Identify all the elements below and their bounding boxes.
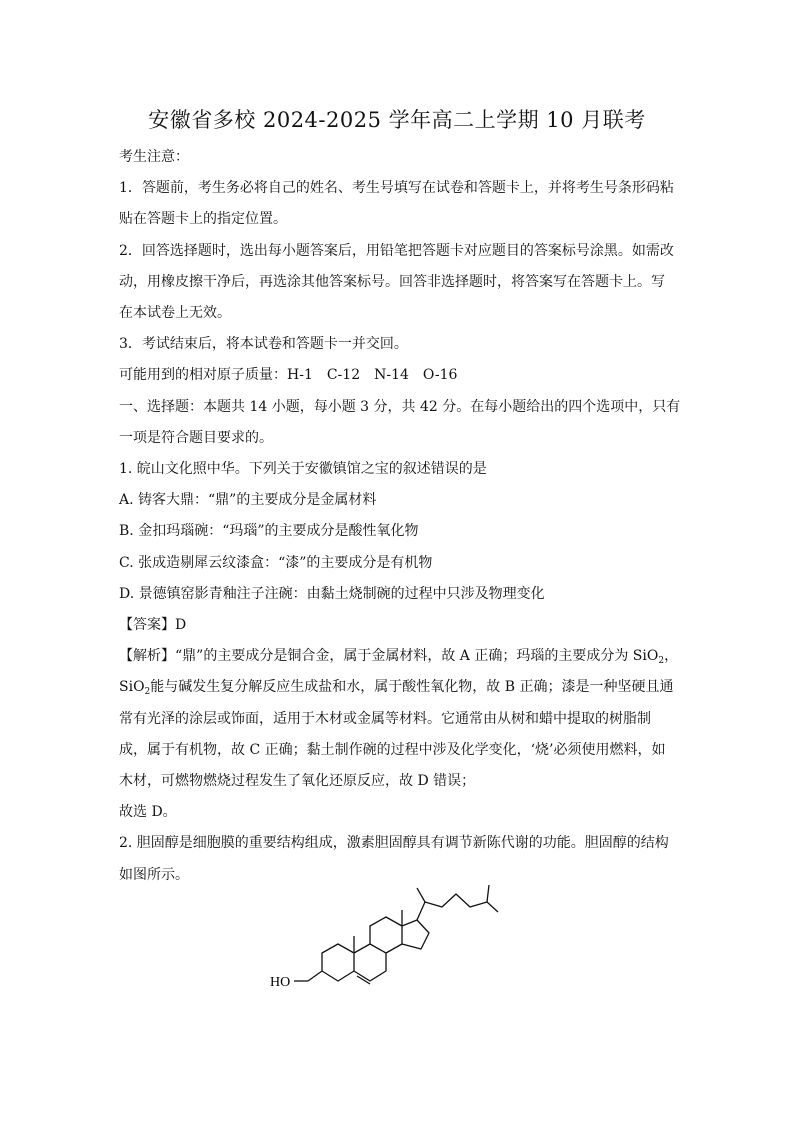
q1-option-b: B. 金扣玛瑙碗：“玛瑙”的主要成分是酸性氧化物 bbox=[119, 523, 419, 539]
q1-analysis-line-5: 木材，可燃物燃烧过程发生了氧化还原反应，故 D 错误； bbox=[119, 773, 476, 789]
ring-d bbox=[402, 920, 429, 949]
q1-stem: 1. 皖山文化照中华。下列关于安徽镇馆之宝的叙述错误的是 bbox=[119, 461, 487, 477]
atomic-masses: 可能用到的相对原子质量：H-1 C-12 N-14 O-16 bbox=[119, 367, 458, 383]
q1-analysis-line-6: 故选 D。 bbox=[119, 804, 177, 820]
ring-a bbox=[308, 944, 354, 981]
cholesterol-structure bbox=[270, 880, 520, 1000]
ring-c bbox=[370, 917, 402, 953]
ho-label: HO bbox=[270, 975, 291, 990]
notice-header: 考生注意： bbox=[119, 149, 189, 165]
q1-analysis-line-4: 成，属于有机物，故 C 正确；黏土制作碗的过程中涉及化学变化，‘烧’必须使用燃料，如 bbox=[119, 742, 666, 758]
notice-2-line-2: 动，用橡皮擦干净后，再选涂其他答案标号。回答非选择题时，将答案写在答题卡上。写 bbox=[119, 274, 665, 290]
page-title: 安徽省多校 2024-2025 学年高二上学期 10 月联考 bbox=[148, 108, 646, 132]
section-one-line-2: 一项是符合题目要求的。 bbox=[119, 430, 273, 446]
ring-b bbox=[354, 944, 386, 981]
side-chain-methyl bbox=[417, 888, 425, 902]
notice-3-line-1: 3．考试结束后，将本试卷和答题卡一并交回。 bbox=[119, 336, 408, 352]
q2-stem-line-1: 2. 胆固醇是细胞膜的重要结构组成，激素胆固醇具有调节新陈代谢的功能。胆固醇的结构 bbox=[119, 835, 669, 851]
side-chain-branch bbox=[487, 885, 489, 902]
q1-answer: 【答案】D bbox=[119, 617, 187, 633]
notice-1-line-2: 贴在答题卡上的指定位置。 bbox=[119, 211, 287, 227]
notice-2-line-3: 在本试卷上无效。 bbox=[119, 305, 231, 321]
q1-analysis-line-2: SiO$_2$能与碱发生复分解反应生成盐和水，属于酸性氧化物，故 B 正确；漆是一种坚硬且通 bbox=[119, 679, 674, 697]
notice-2-line-1: 2．回答选择题时，选出每小题答案后，用铅笔把答题卡对应题目的答案标号涂黑。如需改 bbox=[119, 243, 674, 259]
notice-1-line-1: 1．答题前，考生务必将自己的姓名、考生号填写在试卷和答题卡上，并将考生号条形码粘 bbox=[119, 180, 674, 196]
q1-option-a: A. 铸客大鼎：“鼎”的主要成分是金属材料 bbox=[119, 492, 377, 508]
section-one-line-1: 一、选择题：本题共 14 小题，每小题 3 分，共 42 分。在每小题给出的四个选项中，只有 bbox=[119, 399, 681, 415]
q1-option-c: C. 张成造剔犀云纹漆盒：“漆”的主要成分是有机物 bbox=[119, 555, 433, 571]
q1-option-d: D. 景德镇窑影青釉注子注碗：由黏土烧制碗的过程中只涉及物理变化 bbox=[119, 586, 545, 602]
q1-analysis-line-1: 【解析】“鼎”的主要成分是铜合金，属于金属材料，故 A 正确；玛瑙的主要成分为 SiO$_2$， bbox=[119, 648, 679, 666]
q1-analysis-line-3: 常有光泽的涂层或饰面，适用于木材或金属等材料。它通常由从树和蜡中提取的树脂制 bbox=[119, 711, 651, 727]
q2-stem-line-2: 如图所示。 bbox=[119, 867, 189, 883]
side-chain bbox=[417, 894, 498, 920]
